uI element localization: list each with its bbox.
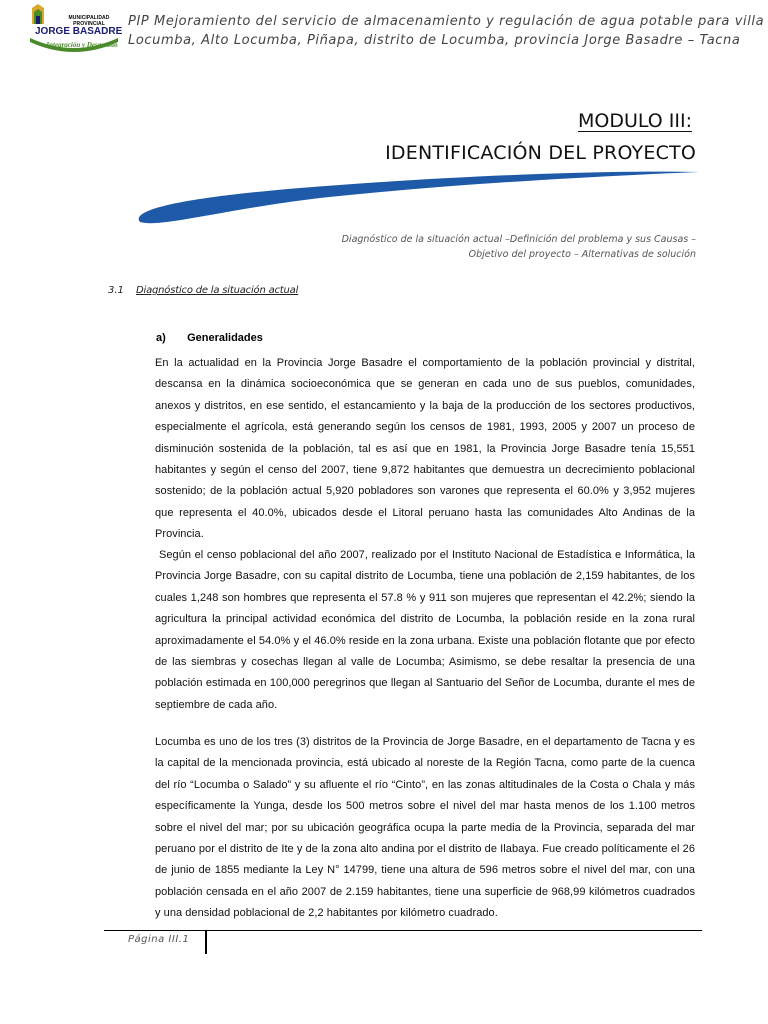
logo-name: JORGE BASADRE: [35, 26, 123, 37]
logo-line2: PROVINCIAL: [73, 21, 105, 27]
paragraph-2: Según el censo poblacional del año 2007, realizado por el Instituto Nacional de Estadística e Informática, la Provincia Jorge Basadre, con su capital distrito de Locumba, tiene una población de 2,159 habitantes, de los cuales 1,248 son hombres que representa el 57.8 % y 911 son mujeres que representan el 42.2%; siendo la agricultura la principal actividad económica del distrito de Locumba, la población reside en la zona rural aproximadamente el 54.0% y el 46.0% reside en la zona urbana. Existe una población flotante que por efecto de las siembras y cosechas llegan al valle de Locumba; Asimismo, se debe resaltar la presencia de una población estimada en 100,000 peregrinos que llegan al Santuario del Señor de Locumba, durante el mes de septiembre de cada año.: [155, 549, 695, 711]
section-title: Diagnóstico de la situación actual: [136, 285, 299, 296]
project-header-line2: Locumba, Alto Locumba, Piñapa, distrito de Locumba, provincia Jorge Basadre – Tacna: [128, 33, 741, 48]
paragraph-3: Locumba es uno de los tres (3) distritos de la Provincia de Jorge Basadre, en el departamento de Tacna y es la capital de la mencionada provincia, está ubicado al noreste de la Región Tacna, como parte de la cuenca del río “Locumba o Salado” y su afluente el río “Cinto”, en las zonas altitudinales de la Costa o Chala y más específicamente la Yunga, desde los 500 metros sobre el nivel del mar hasta menos de los 1.100 metros sobre el nivel del mar; por su ubicación geográfica ocupa la parte media de la Provincia, separada del mar peruano por el distrito de Ite y de la zona alto andina por el distrito de Ilabaya. Fue creado políticamente el 26 de junio de 1855 mediante la Ley N° 14799, tiene una altura de 596 metros sobre el nivel del mar, con una población censada en el año 2007 de 2.159 habitantes, tiene una superficie de 968,99 kilómetros cuadrados y una densidad poblacional de 2,2 habitantes por kilómetro cuadrado.: [155, 736, 695, 920]
page-number: Página III.1: [128, 934, 190, 945]
footer-separator: [205, 930, 207, 954]
subsection-heading: [156, 332, 263, 344]
module-description-line1: Diagnóstico de la situación actual –Definición del problema y sus Causas –: [341, 234, 696, 245]
logo-tagline: Integración y Desarrollo: [46, 41, 118, 49]
subsection-title: Generalidades: [187, 332, 263, 344]
decorative-swoosh: [0, 140, 768, 240]
municipality-logo: [30, 2, 123, 54]
module-description: [296, 232, 696, 262]
paragraph-1: En la actualidad en la Provincia Jorge Basadre el comportamiento de la población provincial y distrital, descansa en la dinámica socioeconómica que se generan en cada uno de sus pueblos, comunidades, anexos y distritos, en ese sentido, el estancamiento y la baja de la producción de los sectores productivos, especialmente el agrícola, está generando según los censos de 1981, 1993, 2005 y 2007 un proceso de disminución sostenida de la población, tal es así que en 1981, la Provincia Jorge Basadre tenía 15,551 habitantes y según el censo del 2007, tiene 9,872 habitantes que demuestra un decrecimiento poblacional sostenido; de la población actual 5,920 pobladores son varones que representa el 60.0% y 3,952 mujeres que representa el 40.0%, ubicados desde el Litoral peruano hasta las comunidades Alto Andinas de la Provincia.: [155, 357, 695, 541]
footer-divider: [104, 930, 702, 931]
section-number: 3.1: [108, 285, 124, 296]
module-title: MODULO III:: [578, 110, 692, 132]
module-subtitle: IDENTIFICACIÓN DEL PROYECTO: [385, 142, 696, 164]
logo-line1: MUNICIPALIDAD: [68, 15, 110, 21]
project-header-line1: PIP Mejoramiento del servicio de almacenamiento y regulación de agua potable para villa: [128, 14, 765, 29]
project-header: [128, 12, 765, 50]
subsection-label: a): [156, 332, 166, 344]
module-description-line2: Objetivo del proyecto – Alternativas de solución: [468, 249, 696, 260]
